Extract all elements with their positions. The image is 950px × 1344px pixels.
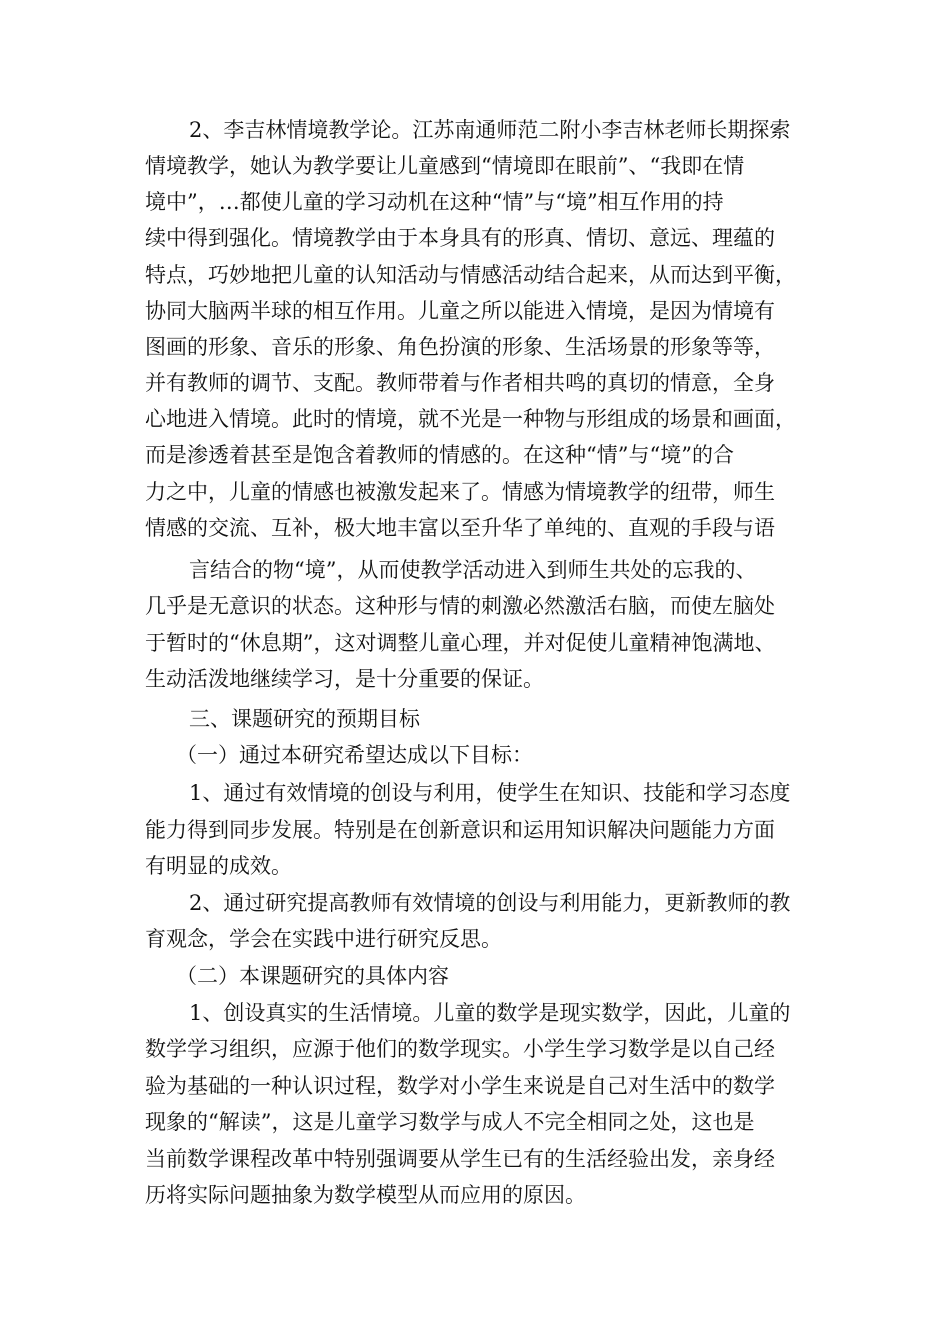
text-line: 历将实际问题抽象为数学模型从而应用的原因。 xyxy=(145,1183,586,1207)
text-line: 2、通过研究提高教师有效情境的创设与利用能力，更新教师的教 xyxy=(189,891,791,915)
text-line: 于暂时的“休息期”，这对调整儿童心理，并对促使儿童精神饱满地、 xyxy=(145,631,776,655)
text-line: 有明显的成效。 xyxy=(145,854,292,878)
text-line: 现象的“解读”，这是儿童学习数学与成人不完全相同之处，这也是 xyxy=(145,1110,755,1134)
text-line: 并有教师的调节、支配。教师带着与作者相共鸣的真切的情意，全身 xyxy=(145,371,775,395)
text-line: 1、创设真实的生活情境。儿童的数学是现实数学，因此，儿童的 xyxy=(189,1001,791,1025)
text-line: 而是渗透着甚至是饱含着教师的情感的。在这种“情”与“境”的合 xyxy=(145,443,734,467)
text-line: 当前数学课程改革中特别强调要从学生已有的生活经验出发，亲身经 xyxy=(145,1147,775,1171)
text-line: 验为基础的一种认识过程，数学对小学生来说是自己对生活中的数学 xyxy=(145,1074,775,1098)
text-line: 能力得到同步发展。特别是在创新意识和运用知识解决问题能力方面 xyxy=(145,818,775,842)
text-line: 几乎是无意识的状态。这种形与情的刺激必然激活右脑，而使左脑处 xyxy=(145,594,775,618)
section-heading: 三、课题研究的预期目标 xyxy=(189,707,420,731)
text-line: 情境教学，她认为教学要让儿童感到“情境即在眼前”、“我即在情 xyxy=(145,154,745,178)
text-line: 情感的交流、互补，极大地丰富以至升华了单纯的、直观的手段与语 xyxy=(145,516,775,540)
text-line: 生动活泼地继续学习，是十分重要的保证。 xyxy=(145,667,544,691)
text-line: 言结合的物“境”，从而使教学活动进入到师生共处的忘我的、 xyxy=(189,558,757,582)
text-line: 1、通过有效情境的创设与利用，使学生在知识、技能和学习态度 xyxy=(189,781,791,805)
text-line: 心地进入情境。此时的情境，就不光是一种物与形组成的场景和画面， xyxy=(145,407,796,431)
text-line: 图画的形象、音乐的形象、角色扮演的形象、生活场景的形象等等， xyxy=(145,335,775,359)
text-line: 特点，巧妙地把儿童的认知活动与情感活动结合起来，从而达到平衡， xyxy=(145,263,796,287)
text-line: 续中得到强化。情境教学由于本身具有的形真、情切、意远、理蕴的 xyxy=(145,226,775,250)
text-line: 育观念，学会在实践中进行研究反思。 xyxy=(145,927,502,951)
text-line: 境中”，…都使儿童的学习动机在这种“情”与“境”相互作用的持 xyxy=(145,190,724,214)
subsection-heading: （二）本课题研究的具体内容 xyxy=(176,964,449,988)
text-line: 数学学习组织，应源于他们的数学现实。小学生学习数学是以自己经 xyxy=(145,1037,775,1061)
subsection-heading: （一）通过本研究希望达成以下目标： xyxy=(176,743,533,767)
text-line: 2、李吉林情境教学论。江苏南通师范二附小李吉林老师长期探索 xyxy=(189,118,791,142)
text-line: 力之中，儿童的情感也被激发起来了。情感为情境教学的纽带，师生 xyxy=(145,480,775,504)
text-line: 协同大脑两半球的相互作用。儿童之所以能进入情境，是因为情境有 xyxy=(145,299,775,323)
